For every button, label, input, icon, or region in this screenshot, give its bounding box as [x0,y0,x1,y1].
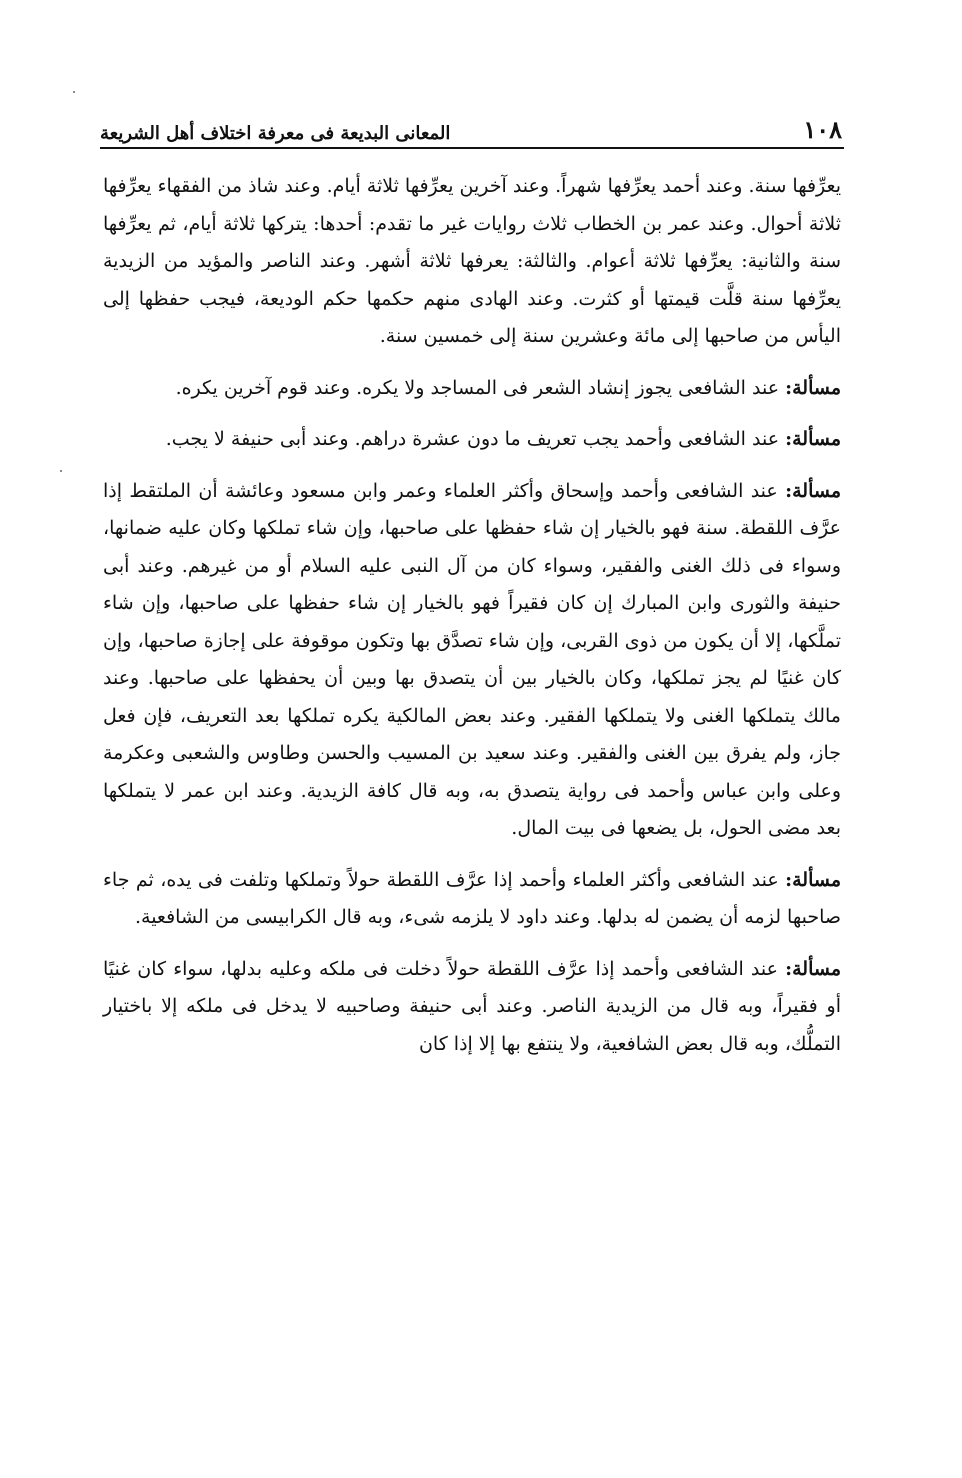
paragraph [103,370,841,408]
masala-label: مسألة: [785,957,841,980]
paragraph [103,951,841,1064]
paragraph-text: يعرِّفها سنة. وعند أحمد يعرِّفها شهراً. وعند آخرين يعرِّفها ثلاثة أيام. وعند شاذ من الفقهاء يعرِّفها ثلاثة أحوال. وعند عمر بن الخطاب ثلاث روايات غير ما تقدم: أحدها: يتركها ثلاثة أيام، ثم يعرِّفها سنة والثانية: يعرِّفها ثلاثة أعوام. والثالثة: يعرفها ثلاثة أشهر. وعند الناصر والمؤيد من الزيدية يعرِّفها سنة قلَّت قيمتها أو كثرت. وعند الهادى منهم حكمها حكم الوديعة، فيجب حفظها إلى اليأس من صاحبها إلى مائة وعشرين سنة إلى خمسين سنة. [103,175,841,347]
running-title: المعانى البديعة فى معرفة اختلاف أهل الشريعة [100,123,451,144]
paragraph-text: عند الشافعى وأكثر العلماء وأحمد إذا عرَّف اللقطة حولاً وتملكها وتلفت فى يده، ثم جاء صاحبها لزمه أن يضمن له بدلها. وعند داود لا يلزمه شىء، وبه قال الكرابيسى من الشافعية. [103,868,841,928]
page-body [103,168,841,1063]
paragraph [103,168,841,356]
page-header [100,110,842,144]
masala-label: مسألة: [785,376,841,399]
scan-speck [60,470,62,472]
paragraph [103,862,841,937]
paragraph [103,473,841,848]
header-rule [100,147,844,149]
paragraph-text: عند الشافعى وأحمد وإسحاق وأكثر العلماء وعمر وابن مسعود وعائشة أن الملتقط إذا عرَّف اللقطة. سنة فهو بالخيار إن شاء حفظها على صاحبها، وإن شاء تملكها وكان عليه ضمانها، وسواء فى ذلك الغنى والفقير، وسواء كان من آل النبى عليه السلام أو من غيرهم. وعند أبى حنيفة والثورى وابن المبارك إن كان فقيراً فهو بالخيار إن شاء حفظها على صاحبها، وإن شاء تملَّكها، إلا أن يكون من ذوى القربى، وإن شاء تصدَّق بها وتكون موقوفة على إجازة صاحبها، وإن كان غنيًا لم يجز تملكها، وكان بالخيار بين أن يتصدق بها وبين أن يحفظها على صاحبها. وعند مالك يتملكها الغنى ولا يتملكها الفقير. وعند بعض المالكية يكره تملكها بعد التعريف، فإن فعل جاز، ولم يفرق بين الغنى والفقير. وعند سعيد بن المسيب والحسن وطاوس والشعبى وعكرمة وعلى وابن عباس وأحمد فى رواية يتصدق به، وبه قال كافة الزيدية. وعند ابن عمر لا يتملكها بعد مضى الحول، بل يضعها فى بيت المال. [103,479,841,839]
paragraph-text: عند الشافعى يجوز إنشاد الشعر فى المساجد ولا يكره. وعند قوم آخرين يكره. [175,376,780,399]
masala-label: مسألة: [785,868,842,891]
paragraph [103,421,841,459]
masala-label: مسألة: [785,428,841,450]
masala-label: مسألة: [785,479,841,502]
paragraph-text: عند الشافعى وأحمد يجب تعريف ما دون عشرة دراهم. وعند أبى حنيفة لا يجب. [165,428,780,450]
page-number: ١٠٨ [803,115,842,144]
paragraph-text: عند الشافعى وأحمد إذا عرَّف اللقطة حولاً دخلت فى ملكه وعليه بدلها، سواء كان غنيًا أو فقيراً، وبه قال من الزيدية الناصر. وعند أبى حنيفة وصاحبيه لا يدخل فى ملكه إلا باختيار التملُّك، وبه قال بعض الشافعية، ولا ينتفع بها إلا إذا كان [103,957,841,1055]
scan-speck [73,91,75,93]
